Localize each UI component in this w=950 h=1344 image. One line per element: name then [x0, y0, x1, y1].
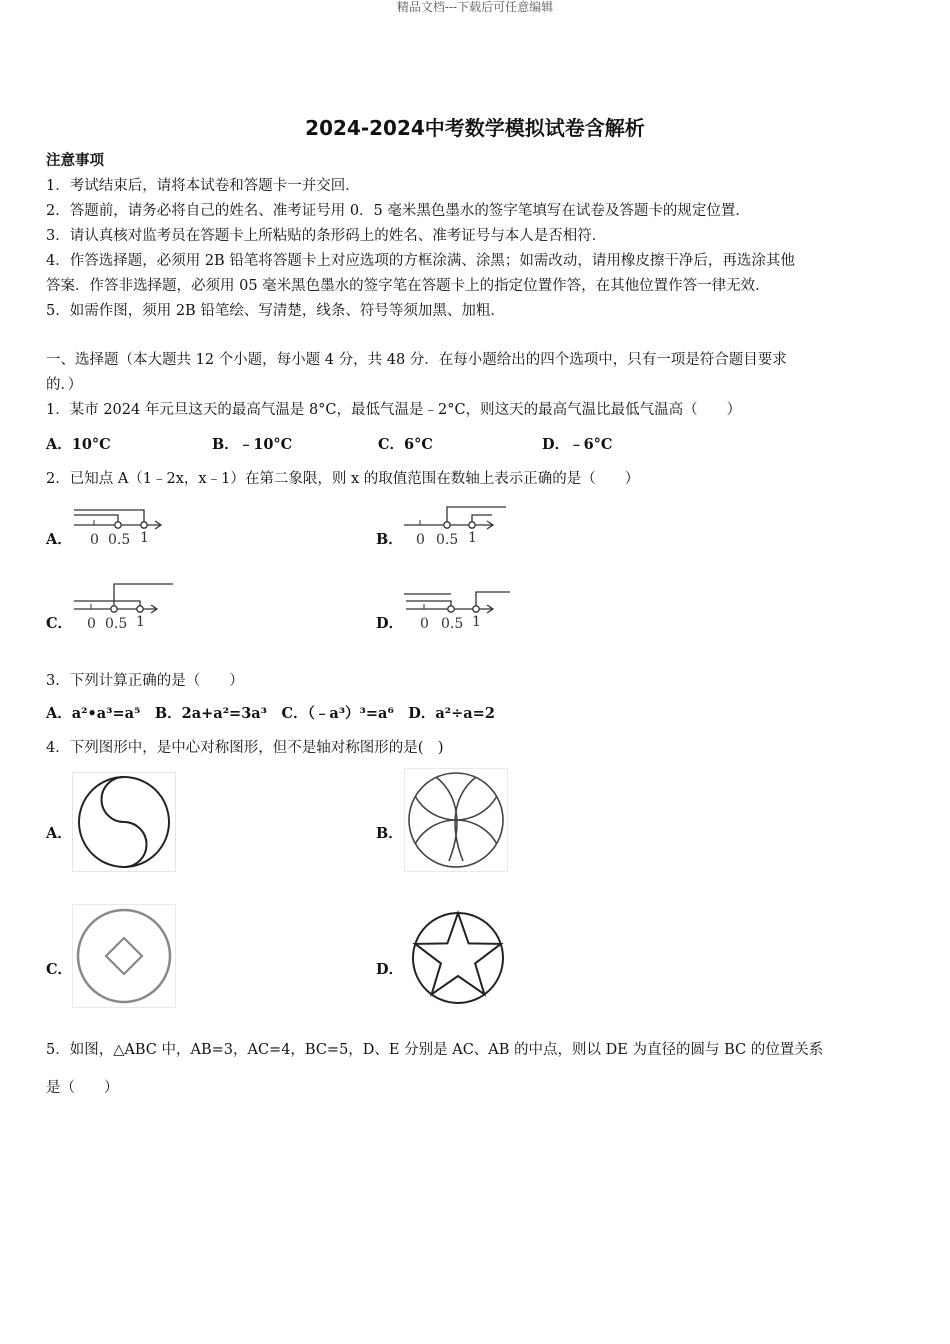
- q2-label-b: B．: [376, 531, 403, 548]
- page-title: 2024-2024中考数学模拟试卷含解析: [305, 116, 645, 140]
- q1-option-b: B．﹣10°C: [212, 436, 293, 453]
- tick-0: 0: [420, 616, 429, 632]
- tick-1: 1: [468, 530, 477, 546]
- q2-number-line-b: [400, 500, 510, 550]
- tick-0.5: 0.5: [108, 532, 131, 548]
- q2-number-line-c: [70, 584, 180, 634]
- q2-stem: 2．已知点 A（1﹣2x，x﹣1）在第二象限，则 x 的取值范围在数轴上表示正确的是（ ）: [46, 471, 640, 487]
- q4-label-b: B．: [376, 825, 403, 842]
- tick-1: 1: [140, 530, 149, 546]
- q3-stem: 3．下列计算正确的是（ ）: [46, 673, 244, 689]
- notice-item: 4．作答选择题，必须用 2B 铅笔将答题卡上对应选项的方框涂满、涂黑；如需改动，请用橡皮擦干净后，再选涂其他: [46, 253, 795, 269]
- notice-item: 2．答题前，请务必将自己的姓名、准考证号用 0．5 毫米黑色墨水的签字笔填写在试卷及答题卡的规定位置．: [46, 203, 750, 219]
- q2-number-line-a: [70, 500, 170, 550]
- q4-stem: 4．下列图形中，是中心对称图形，但不是轴对称图形的是( ): [46, 740, 444, 756]
- page-header: 精品文档---下载后可任意编辑: [396, 0, 554, 14]
- q2-number-line-d: [402, 584, 517, 634]
- notice-heading: 注意事项: [46, 152, 104, 169]
- q2-label-d: D．: [376, 615, 404, 632]
- notice-item: 5．如需作图，须用 2B 铅笔绘、写清楚，线条、符号等须加黑、加粗．: [46, 303, 505, 319]
- q3-options: A．a²•a³=a⁵ B．2a+a²=3a³ C．（﹣a³）³=a⁶ D．a²÷a=2: [46, 705, 495, 722]
- tick-0.5: 0.5: [436, 532, 459, 548]
- section-heading-line1: 一、选择题（本大题共 12 个小题，每小题 4 分，共 48 分．在每小题给出的四个选项中，只有一项是符合题目要求: [46, 352, 787, 368]
- section-heading-line2: 的．）: [46, 377, 83, 393]
- notice-item: 答案．作答非选择题，必须用 05 毫米黑色墨水的签字笔在答题卡上的指定位置作答，在其他位置作答一律无效．: [46, 278, 770, 294]
- tick-0: 0: [87, 616, 96, 632]
- q2-label-a: A．: [46, 531, 72, 548]
- yin-yang-figure: [72, 772, 176, 872]
- q5-line2: 是（ ）: [46, 1080, 119, 1096]
- notice-item: 1．考试结束后，请将本试卷和答题卡一并交回．: [46, 178, 360, 194]
- tick-0.5: 0.5: [441, 616, 464, 632]
- tick-1: 1: [136, 614, 145, 630]
- q4-label-d: D．: [376, 961, 404, 978]
- q1-option-a: A．10°C: [46, 436, 111, 453]
- tick-0: 0: [90, 532, 99, 548]
- q5-line1: 5．如图，△ABC 中，AB=3，AC=4，BC=5，D、E 分别是 AC、AB 的中点，则以 DE 为直径的圆与 BC 的位置关系: [46, 1042, 824, 1058]
- q1-stem: 1．某市 2024 年元旦这天的最高气温是 8°C，最低气温是﹣2°C，则这天的最高气温比最低气温高（ ）: [46, 402, 742, 418]
- q1-option-c: C．6°C: [378, 436, 433, 453]
- star-circle-figure: [410, 910, 506, 1006]
- three-arcs-figure: [404, 768, 508, 872]
- tick-0.5: 0.5: [105, 616, 128, 632]
- q2-label-c: C．: [46, 615, 73, 632]
- tick-0: 0: [416, 532, 425, 548]
- q1-option-d: D．﹣6°C: [542, 436, 613, 453]
- tick-1: 1: [472, 614, 481, 630]
- q4-label-a: A．: [46, 825, 72, 842]
- notice-item: 3．请认真核对监考员在答题卡上所粘贴的条形码上的姓名、准考证号与本人是否相符．: [46, 228, 607, 244]
- circle-diamond-figure: [72, 904, 176, 1008]
- q4-label-c: C．: [46, 961, 73, 978]
